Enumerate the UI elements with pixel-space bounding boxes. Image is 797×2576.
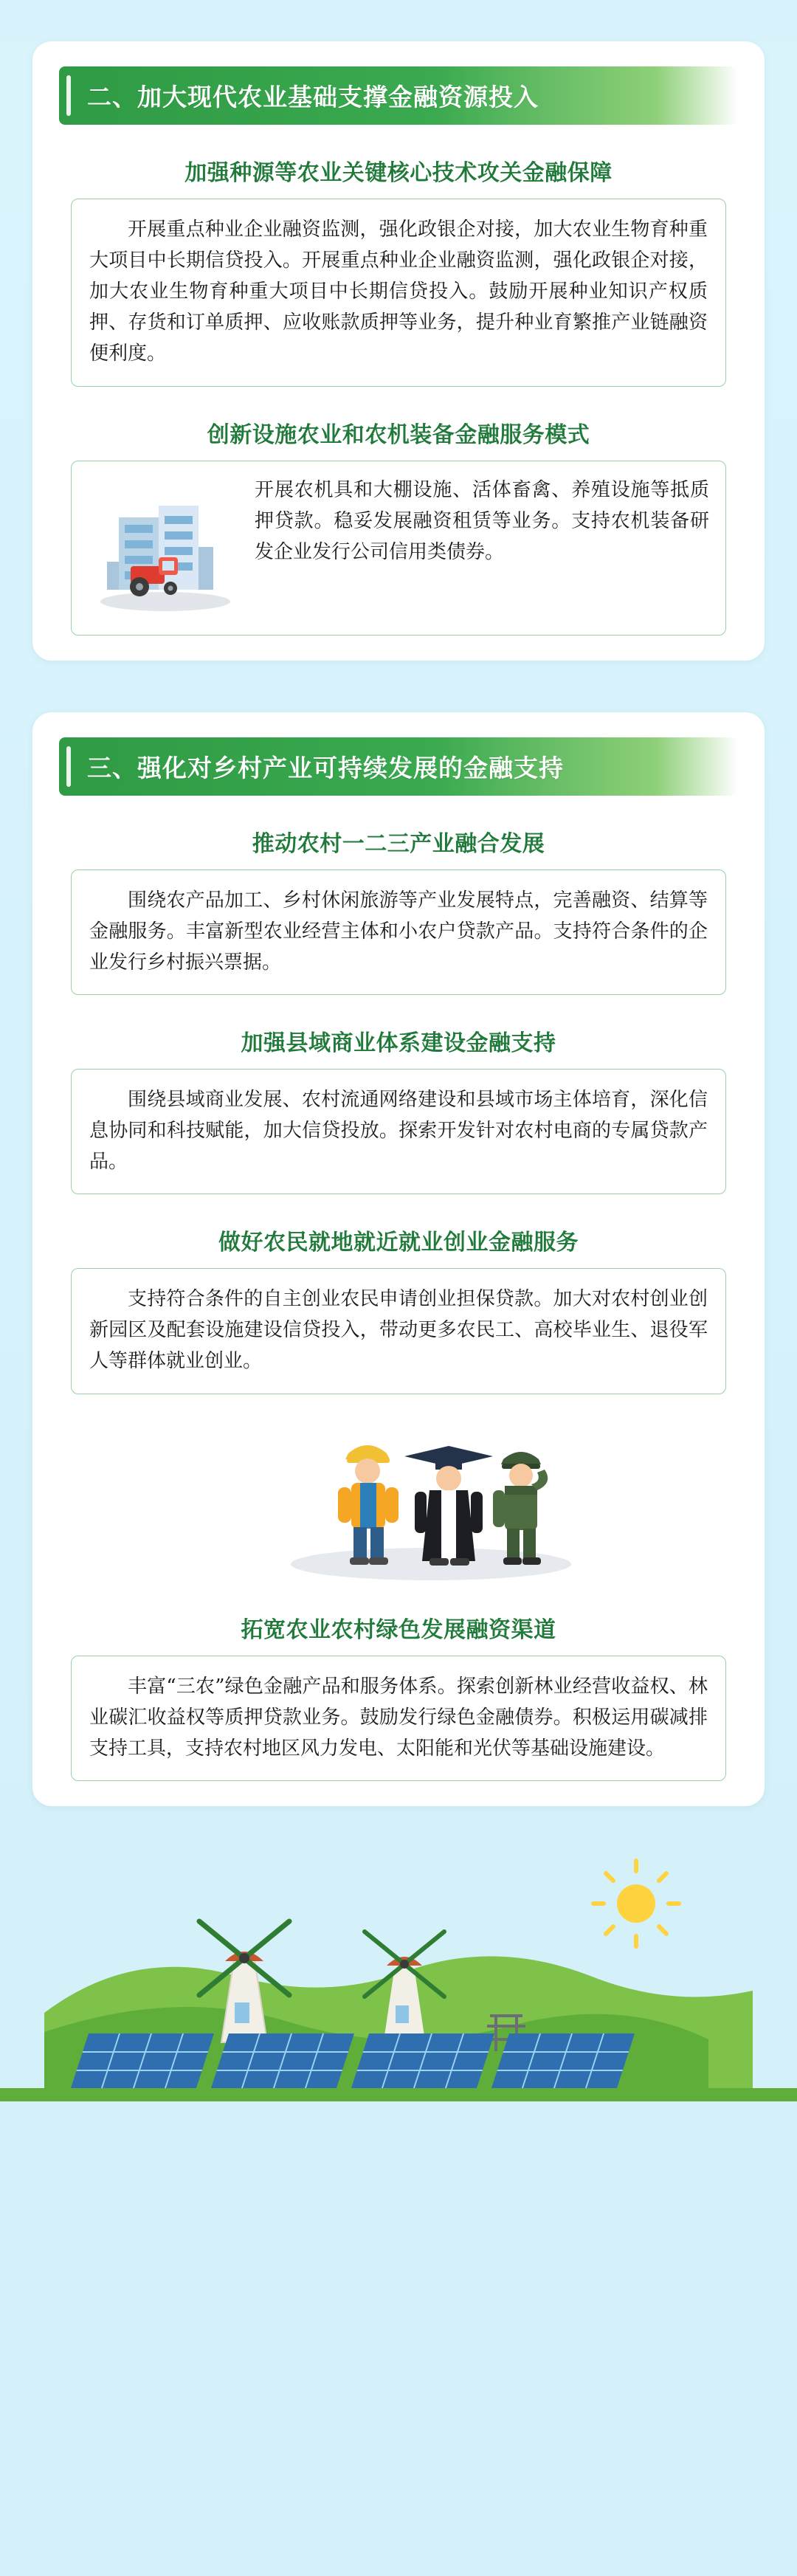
section-card-2: [32, 41, 765, 661]
subsection-title-2-2: 创新设施农业和农机装备金融服务模式: [207, 422, 590, 447]
windmill-solar-scene-icon: [0, 1858, 797, 2101]
header-accent-bar: [66, 75, 71, 116]
subsection-title-3-1: 推动农村一二三产业融合发展: [252, 831, 545, 856]
three-people-icon: [71, 1402, 726, 1586]
section-title-2: 二、加大现代农业基础支撑金融资源投入: [87, 83, 539, 111]
subsection-body-3-3: [71, 1268, 726, 1394]
subsection-body-2-2: [71, 461, 726, 636]
section-title-3: 三、强化对乡村产业可持续发展的金融支持: [87, 754, 564, 782]
subsection-body-3-4: [71, 1656, 726, 1781]
paragraph-3-1: 围绕农产品加工、乡村休闲旅游等产业发展特点，完善融资、结算等金融服务。丰富新型农业经营主体和小农户贷款产品。支持符合条件的企业发行乡村振兴票据。: [89, 889, 708, 974]
section-card-3: [32, 712, 765, 1806]
subsection-title-2-1: 加强种源等农业关键核心技术攻关金融保障: [184, 161, 613, 185]
paragraph-3-2: 围绕县域商业发展、农村流通网络建设和县域市场主体培育，深化信息协同和科技赋能，加大信贷投放。探索开发针对农村电商的专属贷款产品。: [89, 1088, 708, 1174]
subsection-title-3-2: 加强县域商业体系建设金融支持: [241, 1030, 556, 1055]
subsection-title-3-3: 做好农民就地就近就业创业金融服务: [218, 1230, 579, 1256]
infographic-page: [0, 41, 797, 2576]
subsection-body-3-2: [71, 1069, 726, 1194]
subsection-body-3-1: [71, 869, 726, 995]
subsection-title-3-4: 拓宽农业农村绿色发展融资渠道: [241, 1617, 556, 1642]
header-accent-bar: [66, 746, 71, 787]
subsection-body-2-1: [71, 199, 726, 387]
paragraph-2-2: 开展农机具和大棚设施、活体畜禽、养殖设施等抵质押贷款。稳妥发展融资租赁等业务。支持农机装备研发企业发行公司信用类债券。: [255, 478, 709, 563]
paragraph-3-3: 支持符合条件的自主创业农民申请创业担保贷款。加大对农村创业创新园区及配套设施建设信贷投入，带动更多农民工、高校毕业生、退役军人等群体就业创业。: [89, 1288, 708, 1373]
paragraph-2-1: 开展重点种业企业融资监测，强化政银企对接，加大农业生物育种重大项目中长期信贷投入。开展重点种业企业融资监测，强化政银企对接，加大农业生物育种重大项目中长期信贷投入。鼓励开展种业知识产权质押、存货和订单质押、应收账款质押等业务，提升种业育繁推产业链融资便利度。: [89, 218, 708, 365]
paragraph-3-4: 丰富“三农”绿色金融产品和服务体系。探索创新林业经营收益权、林业碳汇收益权等质押贷款业务。鼓励发行绿色金融债券。积极运用碳减排支持工具，支持农村地区风力发电、太阳能和光伏等基础设施建设。: [89, 1675, 708, 1760]
section-header-2: [59, 66, 738, 125]
section-header-3: [59, 737, 738, 796]
bottom-spacer: [0, 2101, 797, 2121]
factory-tractor-icon: [88, 479, 243, 616]
